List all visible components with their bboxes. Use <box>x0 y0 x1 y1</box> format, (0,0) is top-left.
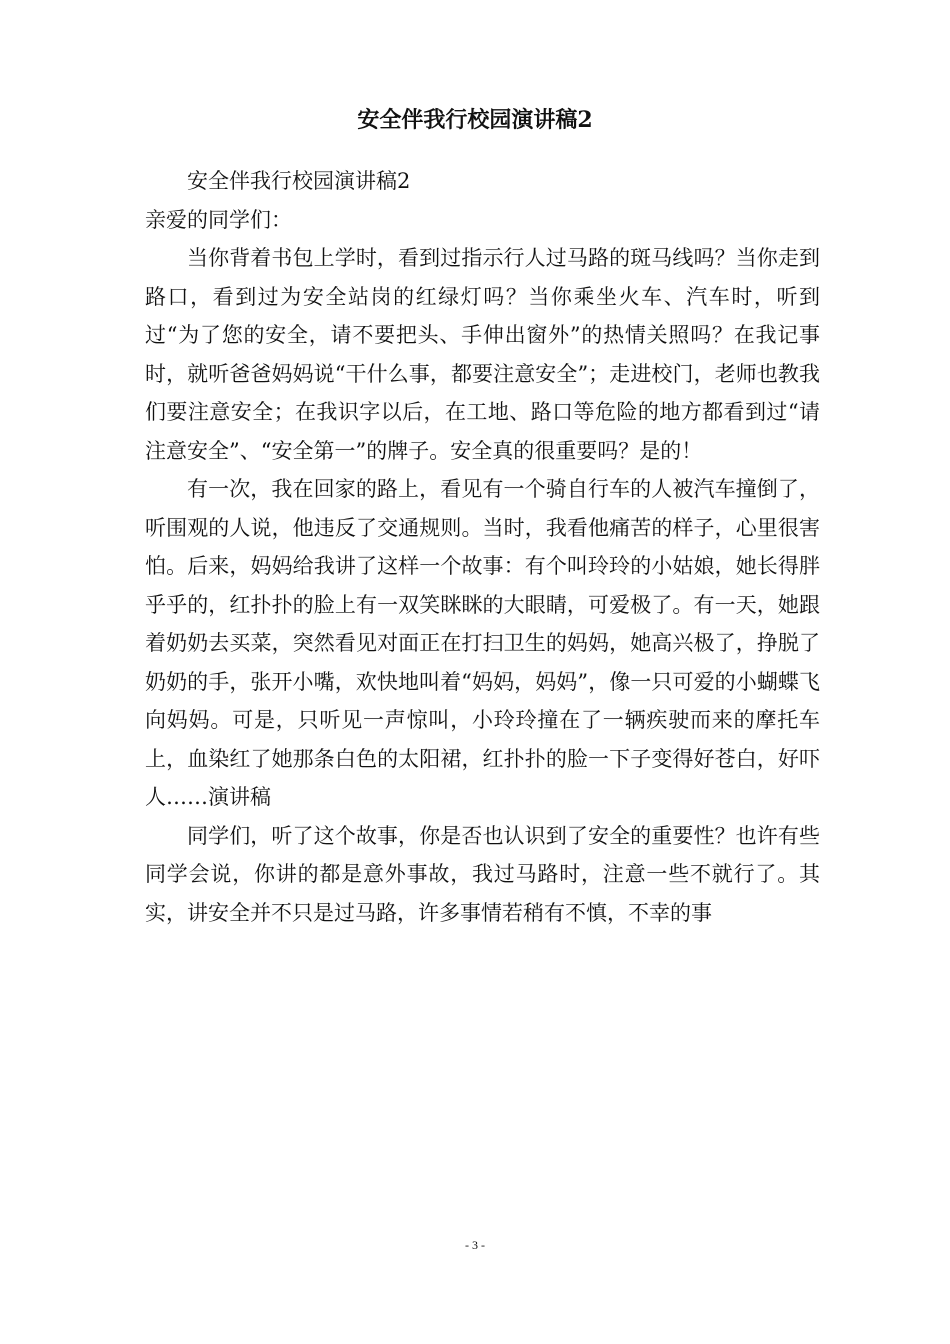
paragraph-3: 同学们，听了这个故事，你是否也认识到了安全的重要性？也许有些同学会说，你讲的都是意外事故，我过马路时，注意一些不就行了。其实，讲安全并不只是过马路，许多事情若稍有不慎，不幸的事 <box>145 823 820 925</box>
paragraph-salutation: 亲爱的同学们： <box>145 207 292 232</box>
paragraph-1: 当你背着书包上学时，看到过指示行人过马路的斑马线吗？当你走到路口，看到过为安全站岗的红绿灯吗？当你乘坐火车、汽车时，听到过“为了您的安全，请不要把头、手伸出窗外”的热情关照吗？在我记事时，就听爸爸妈妈说“干什么事，都要注意安全”；走进校门，老师也教我们要注意安全；在我识字以后，在工地、路口等危险的地方都看到过“请注意安全”、“安全第一”的牌子。安全真的很重要吗？是的！ <box>145 246 820 463</box>
paragraph-heading-repeat: 安全伴我行校园演讲稿2 <box>187 169 411 193</box>
page-number: - 3 - <box>465 1238 485 1252</box>
paragraph-2: 有一次，我在回家的路上，看见有一个骑自行车的人被汽车撞倒了，听围观的人说，他违反了交通规则。当时，我看他痛苦的样子，心里很害怕。后来，妈妈给我讲了这样一个故事：有个叫玲玲的小姑娘，她长得胖乎乎的，红扑扑的脸上有一双笑眯眯的大眼睛，可爱极了。有一天，她跟着奶奶去买菜，突然看见对面正在打扫卫生的妈妈，她高兴极了，挣脱了奶奶的手，张开小嘴，欢快地叫着“妈妈，妈妈”，像一只可爱的小蝴蝶飞向妈妈。可是，只听见一声惊叫，小玲玲撞在了一辆疾驶而来的摩托车上，血染红了她那条白色的太阳裙，红扑扑的脸一下子变得好苍白，好吓人……演讲稿 <box>145 477 820 809</box>
document-title: 安全伴我行校园演讲稿2 <box>357 107 593 133</box>
document-body <box>145 162 820 932</box>
